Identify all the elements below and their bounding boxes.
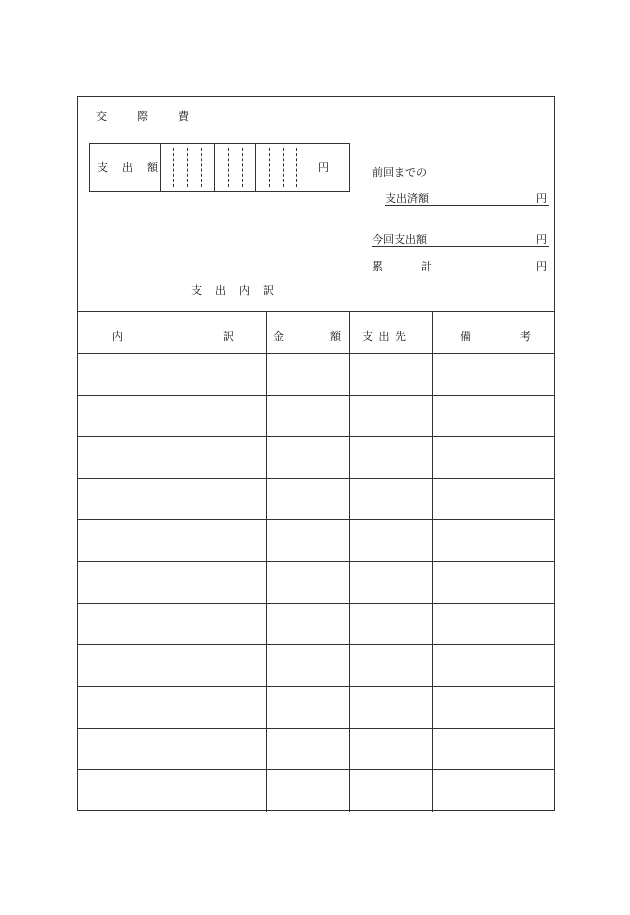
amount-divider [214, 144, 215, 191]
paid-unit: 円 [536, 192, 547, 205]
form-title [96, 111, 189, 122]
amount-label [97, 162, 158, 173]
amount-label-char: 額 [147, 161, 158, 174]
column-header-breakdown [78, 312, 266, 353]
table-row [78, 686, 554, 687]
table-row [78, 728, 554, 729]
digit-guide [283, 148, 284, 187]
column-header-text: 備 [460, 330, 471, 343]
table-row [78, 353, 554, 354]
title-char: 交 [96, 110, 107, 123]
column-header-payee [349, 312, 432, 353]
amount-box [89, 143, 350, 192]
digit-guide [201, 148, 202, 187]
title-char: 際 [137, 110, 148, 123]
cumulative-label-char: 計 [421, 260, 432, 273]
digit-guide [242, 148, 243, 187]
column-header-text: 訳 [223, 330, 234, 343]
column-header-text: 支 出 先 [362, 330, 407, 343]
table-row [78, 395, 554, 396]
paid-underline [385, 205, 549, 206]
amount-divider [160, 144, 161, 191]
column-separator [432, 312, 433, 812]
column-header-text: 考 [520, 330, 531, 343]
title-char: 費 [178, 110, 189, 123]
digit-guide [228, 148, 229, 187]
column-separator [349, 312, 350, 812]
table-row [78, 603, 554, 604]
column-header-remarks [432, 312, 554, 353]
breakdown-title-char: 内 [239, 284, 250, 297]
column-header-amount [266, 312, 349, 353]
cumulative-label [372, 261, 432, 272]
paid-label: 支出済額 [385, 192, 429, 205]
breakdown-title-char: 支 [191, 284, 202, 297]
breakdown-title-char: 出 [215, 284, 226, 297]
table-row [78, 478, 554, 479]
amount-unit: 円 [318, 161, 329, 174]
digit-guide [269, 148, 270, 187]
column-header-text: 金 [273, 330, 284, 343]
this-time-underline [372, 246, 549, 247]
column-header-text: 額 [330, 330, 341, 343]
amount-label-char: 支 [97, 161, 108, 174]
digit-guide [187, 148, 188, 187]
digit-guide [173, 148, 174, 187]
this-time-unit: 円 [536, 233, 547, 246]
cumulative-unit: 円 [536, 260, 547, 273]
breakdown-title [191, 285, 274, 296]
column-separator [266, 312, 267, 812]
this-time-label: 今回支出額 [372, 233, 427, 246]
amount-label-char: 出 [122, 161, 133, 174]
cumulative-label-char: 累 [372, 260, 383, 273]
amount-divider [255, 144, 256, 191]
table-row [78, 769, 554, 770]
table-row [78, 436, 554, 437]
table-row [78, 561, 554, 562]
table-row [78, 644, 554, 645]
expense-form [77, 96, 555, 811]
column-header-text: 内 [112, 330, 123, 343]
table-row [78, 519, 554, 520]
digit-guide [296, 148, 297, 187]
breakdown-title-char: 訳 [263, 284, 274, 297]
breakdown-table [78, 311, 554, 812]
previous-label: 前回までの [372, 166, 427, 179]
